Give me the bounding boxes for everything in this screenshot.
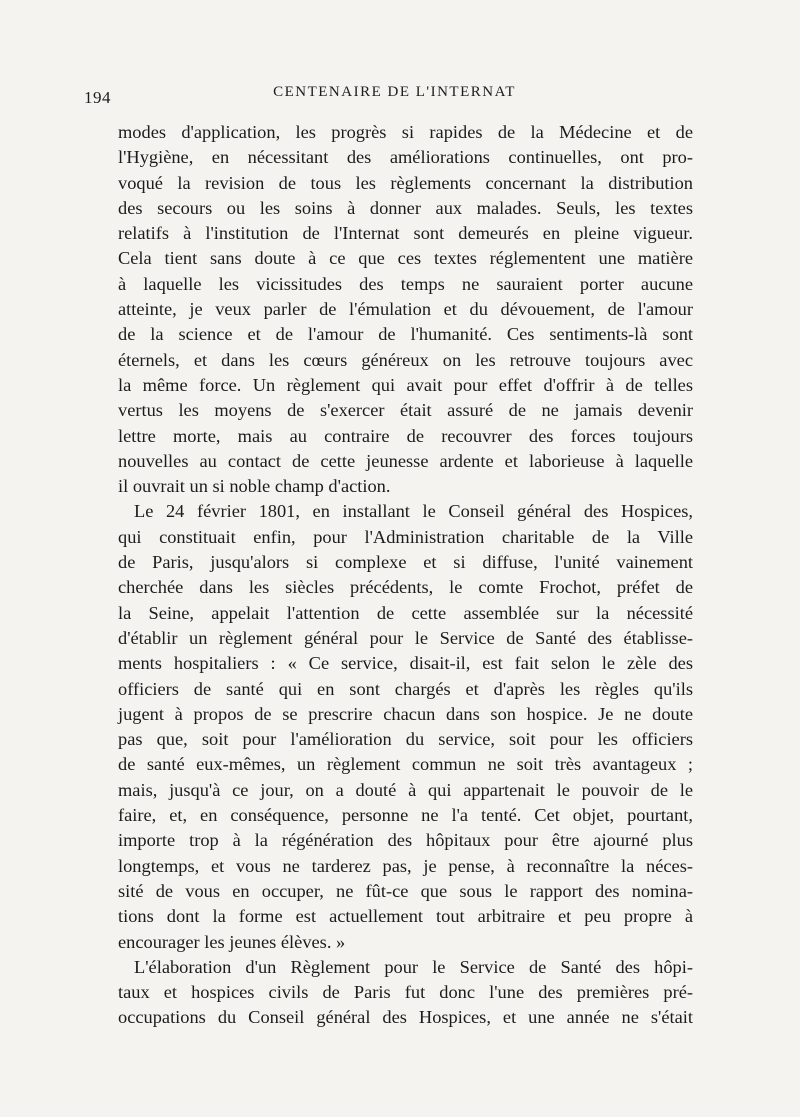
text-line: pas que, soit pour l'amélioration du service, soit pour les officiers [118,729,693,750]
text-line: la même force. Un règlement qui avait pour effet d'offrir à de telles [118,374,693,395]
text-line: vertus les moyens de s'exercer était assuré de ne jamais devenir [118,400,693,421]
text-line: il ouvrait un si noble champ d'action. [118,476,391,497]
text-line: taux et hospices civils de Paris fut donc l'une des premières pré- [118,982,693,1003]
text-line: éternels, et dans les cœurs généreux on les retrouve toujours avec [118,349,693,370]
text-line: tions dont la forme est actuellement tout arbitraire et peu propre à [118,906,693,927]
text-line: d'établir un règlement général pour le Service de Santé des établisse- [118,627,693,648]
text-line: de la science et de l'amour de l'humanité. Ces sentiments-là sont [118,324,693,345]
text-line: de Paris, jusqu'alors si complexe et si diffuse, l'unité vainement [118,552,693,573]
text-line: jugent à propos de se prescrire chacun dans son hospice. Je ne doute [118,703,693,724]
text-line: mais, jusqu'à ce jour, on a douté à qui appartenait le pouvoir de le [118,779,693,800]
text-line: l'Hygiène, en nécessitant des améliorations continuelles, ont pro- [118,147,693,168]
running-title: CENTENAIRE DE L'INTERNAT [273,84,516,100]
text-line: Le 24 février 1801, en installant le Conseil général des Hospices, [134,501,693,522]
paragraph-2 [118,499,693,954]
text-line: faire, et, en conséquence, personne ne l'a tenté. Cet objet, pourtant, [118,805,693,826]
text-line: à laquelle les vicissitudes des temps ne sauraient porter aucune [118,273,693,294]
body-text [118,120,693,1031]
text-line: sité de vous en occuper, ne fût-ce que sous le rapport des nomina- [118,880,693,901]
text-line: Cela tient sans doute à ce que ces textes réglementent une matière [118,248,693,269]
text-line: cherchée dans les siècles précédents, le comte Frochot, préfet de [118,577,693,598]
text-line: importe trop à la régénération des hôpitaux pour être ajourné plus [118,830,693,851]
page-header [84,84,705,108]
text-line: L'élaboration d'un Règlement pour le Service de Santé des hôpi- [134,956,693,977]
text-line: voqué la revision de tous les règlements concernant la distribution [118,172,693,193]
text-line: officiers de santé qui en sont chargés et d'après les règles qu'ils [118,678,693,699]
text-line: la Seine, appelait l'attention de cette assemblée sur la nécessité [118,602,693,623]
paragraph-3 [118,955,693,1031]
text-line: longtemps, et vous ne tarderez pas, je pense, à reconnaître la néces- [118,855,693,876]
text-line: occupations du Conseil général des Hospices, et une année ne s'était [118,1007,693,1028]
text-line: encourager les jeunes élèves. » [118,931,346,952]
text-line: lettre morte, mais au contraire de recouvrer des forces toujours [118,425,693,446]
text-line: relatifs à l'institution de l'Internat sont demeurés en pleine vigueur. [118,223,693,244]
text-line: qui constituait enfin, pour l'Administration charitable de la Ville [118,526,693,547]
text-line: atteinte, je veux parler de l'émulation et du dévouement, de l'amour [118,299,693,320]
text-line: ments hospitaliers : « Ce service, disait-il, est fait selon le zèle des [118,653,693,674]
text-line: nouvelles au contact de cette jeunesse ardente et laborieuse à laquelle [118,450,693,471]
text-line: des secours ou les soins à donner aux malades. Seuls, les textes [118,197,693,218]
page-number: 194 [84,88,111,107]
text-line: modes d'application, les progrès si rapides de la Médecine et de [118,122,693,142]
paragraph-1 [118,120,693,499]
text-line: de santé eux-mêmes, un règlement commun ne soit très avantageux ; [118,754,693,775]
